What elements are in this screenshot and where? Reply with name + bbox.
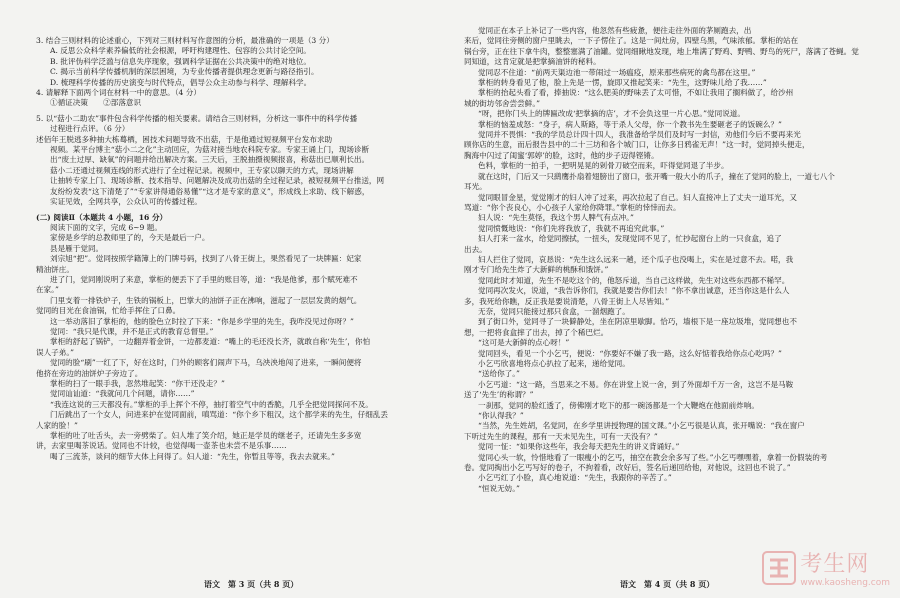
right-page-line: 觉同眼冒金星，觉觉刚才的妇人冲了过来，再次拉起了自己。妇人直接冲上了丈夫一道耳光，又 xyxy=(478,192,797,202)
right-page-line: “你认得我？” xyxy=(478,411,524,421)
watermark-url: www.kaosheng.com xyxy=(800,578,890,588)
right-page-line: 妇人打来一盆水，给觉同擦拭，一扭头，发现觉同不见了，忙抄起窗台上的一只食盒，追了 xyxy=(478,234,782,244)
left-page-line: 觉同的脸“刷”一红了下，好在这时，门外的顾客们闹声下马，乌泱泱地闯了进来，一瞬间便将 xyxy=(50,358,362,368)
right-page-line: 掌柜的转身看见了他，脸上先是一愣，旋即又推起笑来：“先生，这野味儿给了我……” xyxy=(478,78,767,88)
right-page-line: 出去。 xyxy=(464,244,487,254)
left-page-line: 觉同：“我只是代课，并不是正式的教育总督里。” xyxy=(50,326,214,336)
left-page-line: 门后跳出了一个女人，问进来护在觉同面前，嗔骂道：“你个乡下粗汉，这个都学来的先生，仔细乱丢 xyxy=(50,410,389,420)
right-page-line: 掌柜的抬起头看了看，捧抽说：“这么肥美的野味丢了太可惜，不如让我用了搁料做了，给沙州 xyxy=(478,88,794,98)
left-page-line: 这一举动落旧了掌柜的，他的脸色立时拉了下来：“你是乡学里的先生，我咋没见过你呀？” xyxy=(50,316,354,326)
right-page-line: 一刹那，觉同的脸红透了，傍佛刚才吃下的那一碗汤都是一个大鞭炮在他面前炸响。 xyxy=(478,400,759,410)
left-page-line: D. 梳理科学传播的历史演变与时代特点，倡导公众主动参与科学、理解科学。 xyxy=(50,77,312,87)
right-page-line: 来后，觉同往旁侧的窗户里眺去，一下子愣住了。这是一间灶房，四壁乌黑，气味浓郁。掌柜的站在 xyxy=(464,36,799,46)
left-page-line: 掌柜的舒起了锅铲，一边翻弄着金饼，一边都麦道：“嘴上的毛还没长齐，就敢自称‘先生’，你怕 xyxy=(50,337,371,347)
left-page-line: 让抽转专家上门、现场诊断、技术指导、问题解决及成功出菇的全过程记录，被短视频平台推送，网 xyxy=(50,176,385,186)
right-page-line: 同知道，这肯定就是把掌摘油饼的秘料。 xyxy=(464,57,601,67)
right-page-line: 刚才专门给先生炸了大新鲜的桃酥和饿饼。” xyxy=(464,265,609,275)
right-page-line: 小乞丐道：“这一路，当思来之不易。你在讲堂上说一舍，到了外面却千万一舍，这岂不是马鞍 xyxy=(478,379,794,389)
right-page xyxy=(450,0,900,598)
left-page-line: 觉同的目光在食油锅，忙给手挥住了口鼻。 xyxy=(36,306,181,316)
left-page-line: 他挤在旁边的油饼炉子旁边了。 xyxy=(36,368,143,378)
watermark-name: 考生网 xyxy=(800,552,870,577)
left-page-line: 在家。” xyxy=(36,285,59,295)
left-page-line: 觉同讪讪道：“我就问几个问题，请你……” xyxy=(50,389,195,399)
left-page-line: 家傍是乡学的总教师里了的，今天是最后一户。 xyxy=(50,233,210,243)
left-page-line: 讲，去家里喝茶说话。觉同也不计较，也觉得喝一壶茶也未尝不是乐事…… xyxy=(36,441,287,451)
right-page-line: 掌柜的恼羞成怒：“身子，病人斯路，等于杀人父母，你一个教书先生要砸老子的饭碗么？” xyxy=(478,119,782,129)
right-page-line: 妇人拦住了觉同，哀恳说：“先生这么远来一趟，还个瓜子也没喝上，实在是过意不去。喏，我 xyxy=(478,254,794,264)
right-page-line: “恒说无妨。” xyxy=(478,483,520,493)
right-page-line: 送了‘先生’的称谓？” xyxy=(464,390,534,400)
left-page-line: 刘宗旭“把”。觉同按照学籍簿上的门牌号码，找到了八骨王街上，果然看见了一块牌匾：妃家 xyxy=(50,254,362,264)
right-page-line: 觉同回头，看见一个小乞丐，便说：“你要好不嫌了我一路，这么好惦着我给你点心吃吗？” xyxy=(478,348,782,358)
left-page-line: A. 反思公众科学素养偏低的社会根源，呼吁构建理性、包容的公共讨论空间。 xyxy=(50,46,311,56)
right-page-line: 妇人说：“先生莫怪，我这个男人脾气有点冲。” xyxy=(478,213,634,223)
right-page-line: 觉同心头一软，怜惜地看了一眼瘦小的乞丐，抽空在教会余多写了些。”小乞丐嘿嘿着，拿着一份假装的考 xyxy=(478,452,828,462)
right-page-line: 锅台旁，正在往下拿牛肉，整整塞满了油罐。觉同细瞅地发现，地上堆满了野鸡、野鸭、野鸟的死尸，落满了苍蝇。觉 xyxy=(464,46,859,56)
right-page-line: 觉同此时才知道，先生不是吃这个的，他怒斥道，当自己这样做，先生对这些东西都不稀罕。 xyxy=(478,275,790,285)
right-page-line: 色料，掌柜的一拍手，一把明晃晃的剁骨刀破空而来，吓得觉同退了半步。 xyxy=(478,161,729,171)
right-page-line: 觉同愤慨地说：“你们先将我放了，我就不再追究此事。” xyxy=(478,223,665,233)
right-page-line: 无奈，觉同只能接过那只食盒，一溜烟跑了。 xyxy=(478,306,630,316)
left-page-line: 精油饼庄。 xyxy=(36,264,74,274)
right-page-line: “送给你了。” xyxy=(478,369,520,379)
left-page-line: 3. 结合三则材料的论述重心，下列对三则材料写作意图的分析，最准确的一项是（3 分） xyxy=(36,36,334,45)
watermark xyxy=(762,547,890,588)
right-page-line: 觉同正在本子上补记了一些内容，他忽然有些疲惫，便往走往外面的茅厕跑去，出 xyxy=(478,26,752,35)
left-page-line: 出“废土过厚、缺氧”的问题并给出解决方案。三天后，王脱抽摄视频报喜，称菇出已顺利长出。 xyxy=(50,155,370,165)
left-page-line: 掌柜的扫了一眼手我，忽然堆起笑：“你干还没走？” xyxy=(50,379,225,388)
right-page-line: 到了街口外，觉同寻了一块僻静处，坐在阴凉里歇脚。恰巧，墙根下是一座垃圾堆，觉同想也不 xyxy=(478,317,797,327)
right-page-footer: 语文 第 4 页（共 8 页） xyxy=(620,579,715,589)
right-page-line: 顾你店的生意，而后报告县中的二十三坊和各个城门口，让你多日鸦雀无声！”这一时，觉同掉头便走， xyxy=(464,140,810,150)
left-page-line: 误人子弟。” xyxy=(36,347,75,357)
left-page-line: 县是雁于觉同。 xyxy=(50,243,104,253)
left-page-line: 门里支着一排铁炉子，生铁的锅板上，巴掌大的油饼子正在沸响，滋起了一层层发黄的烟气。 xyxy=(50,295,362,305)
left-page-line: 5. 以“菇小二助农”事件包含科学传播的相关要素。请结合三则材料，分析这一事件中的科学传播 xyxy=(36,113,358,123)
left-page-line: 进了门，觉同刚说明了来意，掌柜的便丢下了手里的账目等，道：“我是他爹，那个赋死难不 xyxy=(50,274,358,284)
left-page-line: “我连这说的三天都没有。”掌柜的手上挥个不停，抽打着空气中的香脆，几乎全把觉同探问不及。 xyxy=(50,399,373,409)
right-page-line: 觉同并不畏惧：“我的学员总计四十四人，我准备给学员们及时写一封信，劝他们今后不要再来光 xyxy=(478,130,801,140)
watermark-logo-icon xyxy=(762,551,796,585)
left-page-text xyxy=(36,36,438,462)
right-page-line: 想，一把将食盒摔了出去，掉了个稀巴烂。 xyxy=(464,327,609,337)
left-page-line: 人家的脸！” xyxy=(36,420,78,430)
right-page-line: 下听过先生的课程，那有一天未见先生，可有一天没有？” xyxy=(464,431,658,441)
right-page-line: 胸海中闪过了闺蜜‘郭婷’的脸，这时，他的步子迈得铿锵。 xyxy=(464,150,659,160)
right-page-line: 就在这时，门后又一只鹞鹰扑扇着翅膀出了窗口，张开嘴一般大小的爪子，撞在了觉同的脸上，一道七八个 xyxy=(478,171,835,181)
right-page-line: 觉同一怔：“如果你这些年，我会每天把先生的讲义背诵好。” xyxy=(478,442,680,452)
left-page-line: 友纷纷发表“这下清楚了”“专家讲得通俗易懂”“这才是专家的意义”，形成线上求助、线下解惑， xyxy=(50,186,370,196)
right-page-line: 多，我死给你瞧，反正我是要说清楚，八骨王街上人尽皆知。” xyxy=(464,296,670,306)
left-page-line: (二) 阅读Ⅱ（本题共 4 小题，16 分） xyxy=(36,212,168,222)
left-page-line: 菇小二还通过视频连线的形式进行了全过程记录。视频中，王专家以聊天的方式，现场讲解 xyxy=(50,165,354,175)
left-page-line: 视频。某平台博主“菇小二之化”主动回应，为菇对接当地农科院专家。专家王诵上门，现场诊断 xyxy=(50,145,370,155)
left-page-line: 喝了三流茶，谈问的细节大体上问得了。妇人道：“先生，你暂且等等，我去去就来。” xyxy=(50,451,335,461)
right-page-line: “当然，先生姓胡，名觉同，在乡学里讲授物理的国文课。”小乞丐很是认真，张开嘴说：“我在窗户 xyxy=(478,421,805,431)
right-page-line: 小乞丐欣喜地将点心扒拉了起来，递给觉同。 xyxy=(478,359,630,368)
right-page-line: 觉同忍不住道：“前两天渠边池一带闹过一场瘟疫，原来那些病死的禽鸟都在这里。” xyxy=(478,67,756,77)
left-page-line: ①循证决策 ②部落意识 xyxy=(50,98,142,108)
left-page-line: 述佰年王脱逃多种抽大栋蓦栖，困技术问题导致不出菇，于是他通过短视频平台发布求助 xyxy=(36,134,333,144)
right-page-line: 卷。觉同掏出小乞丐写好的卷子，不拘着看，改好后，签名后递回给他，对他说，这回也不说了。” xyxy=(464,463,791,473)
left-page-line: C. 揭示当前科学传播机制的深层困境，为专业传播者提供理念更新与路径指引。 xyxy=(50,67,319,77)
left-page-footer: 语文 第 3 页（共 8 页） xyxy=(204,579,299,589)
right-page-line: “这可是大新鲜的点心呀！” xyxy=(478,338,570,348)
left-page-line: 实证见效，全网共享，公众认可的传播过程。 xyxy=(50,197,202,207)
right-page-text xyxy=(464,26,876,494)
left-page-line: 4. 请解释下面两个词在材料一中的意思。（4 分） xyxy=(36,88,201,98)
right-page-line: 小乞丐红了小脸，真心地说道：“先生，我跟你的辛苦了。” xyxy=(478,473,672,483)
right-page-line: 骂道：“你个丧良心，小心孩子人家给你降罪。”掌柜的悻悻而去。 xyxy=(464,202,681,212)
right-page-line: 耳光。 xyxy=(464,182,487,192)
right-page-line: 觉同再次发火，说道，“我告诉你们，我就是要告你们去！”你不拿出诚意，还当你这是什么人 xyxy=(478,286,790,296)
left-page-line: 阅读下面的文字，完成 6~9 题。 xyxy=(50,222,162,232)
left-page-line: 掌柜的吐了吐舌头，去一旁劈柴了。妇人堆了笑介绍，她正是学员的继老子，还请先生多多宽 xyxy=(50,431,362,441)
right-page-line: “呀，把你门头上的牌匾改成‘把掌摘的店’，才不会负这里一片心思。”觉同说道。 xyxy=(478,109,745,119)
right-page-line: 城的街坊邻舍尝尝鲜。” xyxy=(464,98,541,108)
left-page-line: B. 批评伪科学泛滥与信息失序现象，强调科学证据在公共决策中的绝对地位。 xyxy=(50,56,311,66)
left-page-line: 过程进行点评。（6 分） xyxy=(50,124,130,134)
